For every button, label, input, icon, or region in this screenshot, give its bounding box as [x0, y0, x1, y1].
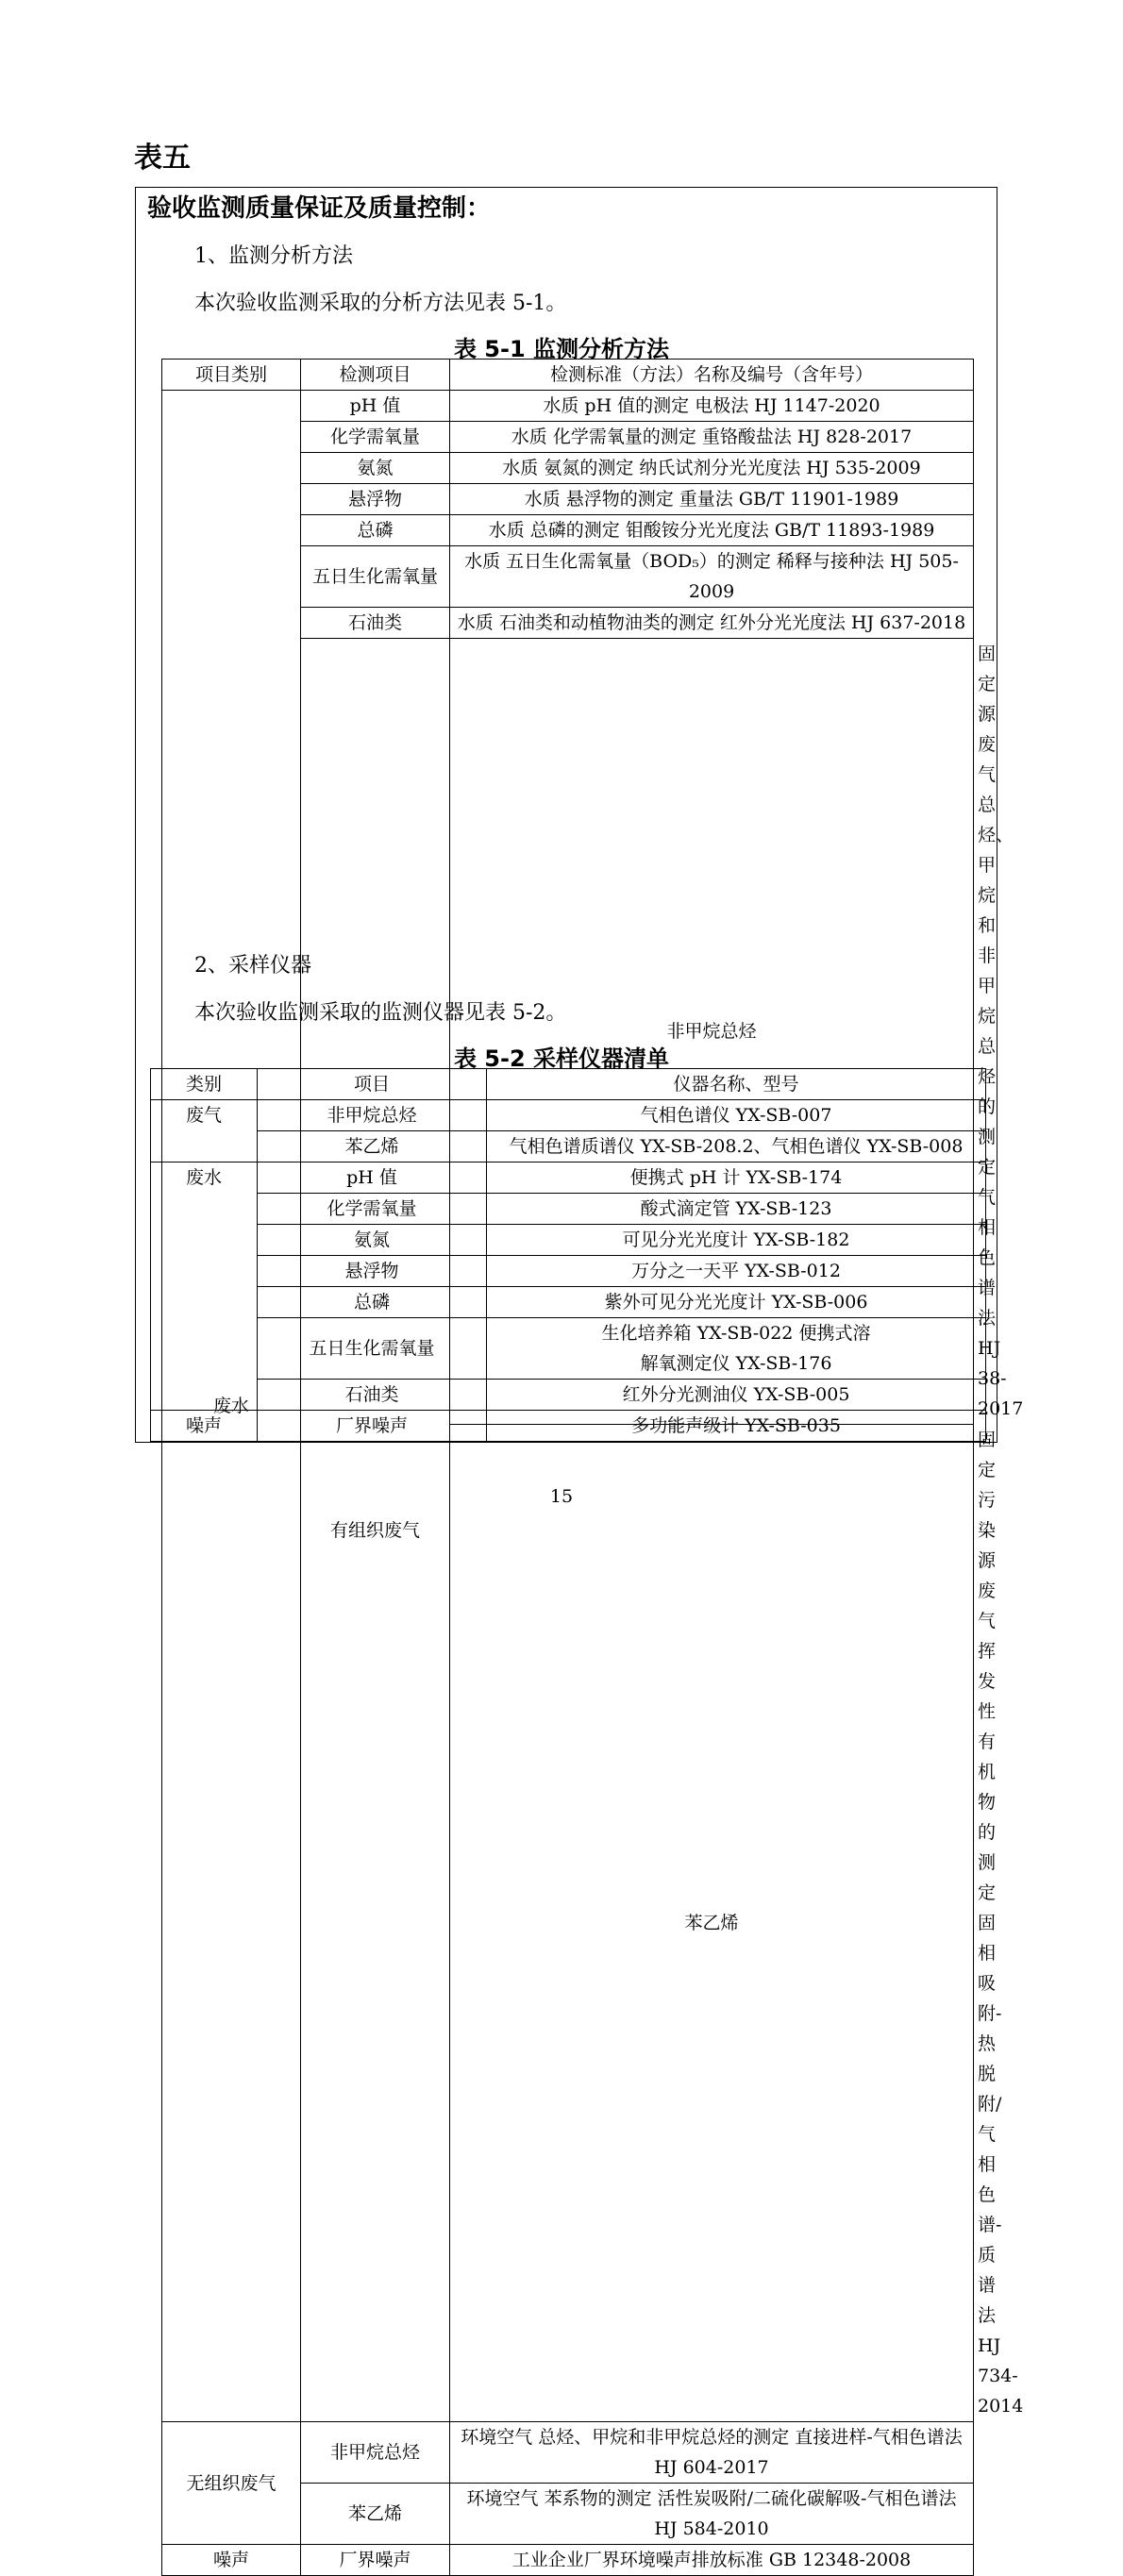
table-row: [151, 1318, 986, 1380]
method-cell: 水质 石油类和动植物油类的测定 红外分光光度法 HJ 637-2018: [450, 608, 974, 639]
table-row: [151, 1194, 986, 1225]
table-header-row: [162, 360, 974, 391]
instrument-cell: 便携式 pH 计 YX-SB-174: [487, 1163, 986, 1194]
table-row: [151, 1100, 986, 1131]
item-cell: 石油类: [258, 1380, 487, 1411]
instrument-cell: 紫外可见分光光度计 YX-SB-006: [487, 1287, 986, 1318]
table-row: [151, 1287, 986, 1318]
table-5-1-caption: 表 5-1 监测分析方法: [453, 336, 670, 362]
page-number: 15: [549, 1486, 574, 1507]
section-1-title: 1、监测分析方法: [194, 244, 353, 268]
item-cell: 厂界噪声: [301, 2545, 450, 2576]
table-5-2-caption: 表 5-2 采样仪器清单: [453, 1045, 670, 1072]
item-cell: 悬浮物: [258, 1256, 487, 1287]
method-cell: 水质 化学需氧量的测定 重铬酸盐法 HJ 828-2017: [450, 422, 974, 453]
category-cell: 噪声: [151, 1411, 258, 1442]
category-cell: 有组织废气: [301, 639, 450, 2422]
method-cell: 工业企业厂界环境噪声排放标准 GB 12348-2008: [450, 2545, 974, 2576]
instrument-cell: 红外分光测油仪 YX-SB-005: [487, 1380, 986, 1411]
method-cell: 水质 五日生化需氧量（BOD₅）的测定 稀释与接种法 HJ 505-2009: [450, 546, 974, 608]
item-cell: 化学需氧量: [258, 1194, 487, 1225]
instrument-cell: 酸式滴定管 YX-SB-123: [487, 1194, 986, 1225]
table-row: [151, 1131, 986, 1163]
item-cell: 非甲烷总烃: [450, 639, 974, 1425]
table-row: [162, 2545, 974, 2576]
table-header-row: [151, 1069, 986, 1100]
item-cell: 总磷: [301, 515, 450, 546]
instrument-cell: 可见分光光度计 YX-SB-182: [487, 1225, 986, 1256]
item-cell: 氨氮: [301, 453, 450, 484]
category-cell: 废水: [162, 391, 301, 2422]
method-cell: 水质 pH 值的测定 电极法 HJ 1147-2020: [450, 391, 974, 422]
section-heading: 验收监测质量保证及质量控制：: [147, 194, 492, 223]
table-row: 苯乙烯 固定污染源废气 挥发性有机物的测定 固相吸附-热脱附/气相色谱-质谱法 HJ 734-2014: [162, 1425, 974, 2422]
table-row: [151, 1380, 986, 1411]
instrument-cell: 气相色谱质谱仪 YX-SB-208.2、气相色谱仪 YX-SB-008: [487, 1131, 986, 1163]
item-cell: 化学需氧量: [301, 422, 450, 453]
item-cell: 总磷: [258, 1287, 487, 1318]
header-cell: 类别: [151, 1069, 258, 1100]
header-cell: 检测标准（方法）名称及编号（含年号）: [450, 360, 974, 391]
item-cell: 厂界噪声: [258, 1411, 487, 1442]
section-1-text: 本次验收监测采取的分析方法见表 5-1。: [194, 292, 567, 315]
item-cell: 五日生化需氧量: [301, 546, 450, 608]
item-cell: pH 值: [258, 1163, 487, 1194]
item-cell: 苯乙烯: [258, 1131, 487, 1163]
table-5-1-analysis-methods: [161, 359, 1024, 2576]
table-row: [151, 1163, 986, 1194]
method-cell: 环境空气 苯系物的测定 活性炭吸附/二硫化碳解吸-气相色谱法 HJ 584-2010: [450, 2484, 974, 2545]
method-cell: 环境空气 总烃、甲烷和非甲烷总烃的测定 直接进样-气相色谱法 HJ 604-2017: [450, 2422, 974, 2484]
table-row: [162, 391, 974, 422]
header-cell: 仪器名称、型号: [487, 1069, 986, 1100]
item-cell: 苯乙烯: [450, 1425, 974, 2422]
item-cell: 五日生化需氧量: [258, 1318, 487, 1380]
instrument-cell: 万分之一天平 YX-SB-012: [487, 1256, 986, 1287]
category-cell: 噪声: [162, 2545, 301, 2576]
method-cell: 水质 悬浮物的测定 重量法 GB/T 11901-1989: [450, 484, 974, 515]
item-cell: 悬浮物: [301, 484, 450, 515]
instrument-cell: 气相色谱仪 YX-SB-007: [487, 1100, 986, 1131]
table-row: [151, 1256, 986, 1287]
table-row: [162, 2422, 974, 2484]
header-cell: 项目: [258, 1069, 487, 1100]
category-cell: 废气: [151, 1100, 258, 1163]
header-cell: 项目类别: [162, 360, 301, 391]
method-cell: 水质 氨氮的测定 纳氏试剂分光光度法 HJ 535-2009: [450, 453, 974, 484]
table-row: [151, 1411, 986, 1442]
category-cell: 废水: [151, 1163, 258, 1411]
method-cell: 水质 总磷的测定 钼酸铵分光光度法 GB/T 11893-1989: [450, 515, 974, 546]
table-5-2-instruments: [150, 1068, 986, 1442]
table-row: 有组织废气 非甲烷总烃 固定源废气 总烃、甲烷和非甲烷总烃的测定 气相色谱法 HJ 38-2017: [162, 639, 974, 1425]
item-cell: 非甲烷总烃: [301, 2422, 450, 2484]
section-2-title: 2、采样仪器: [194, 954, 311, 978]
item-cell: 石油类: [301, 608, 450, 639]
item-cell: 非甲烷总烃: [258, 1100, 487, 1131]
item-cell: pH 值: [301, 391, 450, 422]
instrument-cell: 多功能声级计 YX-SB-035: [487, 1411, 986, 1442]
page-heading: 表五: [134, 142, 191, 175]
section-2-text: 本次验收监测采取的监测仪器见表 5-2。: [194, 1001, 567, 1025]
header-cell: 检测项目: [301, 360, 450, 391]
item-cell: 苯乙烯: [301, 2484, 450, 2545]
table-row: [151, 1225, 986, 1256]
category-cell: 无组织废气: [162, 2422, 301, 2545]
item-cell: 氨氮: [258, 1225, 487, 1256]
instrument-cell: 生化培养箱 YX-SB-022 便携式溶解氧测定仪 YX-SB-176: [487, 1318, 986, 1380]
